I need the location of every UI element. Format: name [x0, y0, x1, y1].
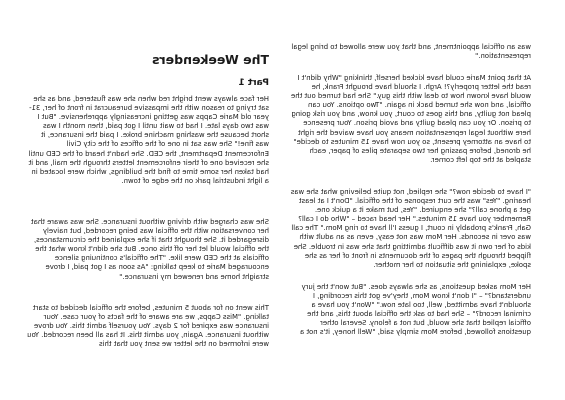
paragraph: This went on for about 5 minutes, before the official decided to start talking. "Miss Capps, we are aware of the facts of your case. Your insurance was expired for 2 days. You yourself admit this. You drove without insurance. Again, you admit this. It has all been recorded. You were informed on the letter we sent you that this — [27, 304, 269, 349]
paragraph: "I have to decide now?" she replied, not quite believing what she was hearing. "Yes" was the curt response of the official. "Don't I at least get a phone call?" she enquired. "Yes, but make it a quick one. Remember you have 15 minutes." Her head raced – "Who do I call? Gah, Frank's probably in court, I guess I'll have to ring Mom." The call was over in seconds. Her Mom was not easy, even as an adult with kids of her own it was difficult admitting that she was in trouble. She flipped through the pages of the documents in front of her as she spoke, explaining the situation to her mother. — [290, 188, 531, 269]
paragraph: Her face always went bright red when she was flustered, and as she sat trying to reason with the impassive bureaucrat in front of her, 31-year old Marie Capps was getting increasingly apprehensive. "But I was two days late. I had to wait until I got paid, then month I was short because the washing machine broke. I paid the insurance, it was fine!" She was sat in one of the offices of the city Civil Enforcement Department, the CED. She hadn't heard of the CED until she received one of their enforcement letters through the mail, and it had taken her some time to find the buildings, which were located in a light industrial park on the edge of town. — [28, 95, 269, 185]
paragraph: She was charged with driving without insurance. She was aware that her conversation with the official was being recorded, but naively disregarded it. She thought that if she explained the circumstances, the official would let her off this once. But she didn't know what the officials at the CED were like. "The official's continuing silence encouraged Marie to keep talking: "As soon as I got paid, I drove straight home and renewed my insurance." — [30, 218, 269, 281]
paragraph: was an official appointment, and that you were allowed to bring legal representation." — [291, 43, 531, 61]
paragraph: At that point Marie could have kicked herself, thinking "Why didn't I read the letter properly?! Argh. I should have brought Frank, he would have known how to deal with this guy." She had turned out the official, and now she turned back in again. "Two options. You can plead not guilty, and this goes to court, you know, and you risk going to prison. Or you can plead guilty and avoid prison. Your presence here without legal representation means you have waived the right to have an attorney present, so you now have 15 minutes to decide" he droned, before passing her two separate piles of paper, each stapled at the top left corner. — [290, 74, 531, 164]
paragraph: Her Mom asked questions, as she always does. "But won't the jury understand?" – "I don't know Mom, they've got this recording, I shouldn't have admitted, well, too late now." "Won't you have a criminal record?" – She had to ask the official about this, and the official replied that she would, but not a felony. Several other questions followed, before Mom simply said, "Well honey, it's not a — [299, 283, 531, 337]
part-heading: Part 1 — [238, 78, 269, 88]
page-title: The Weekenders — [152, 52, 269, 67]
